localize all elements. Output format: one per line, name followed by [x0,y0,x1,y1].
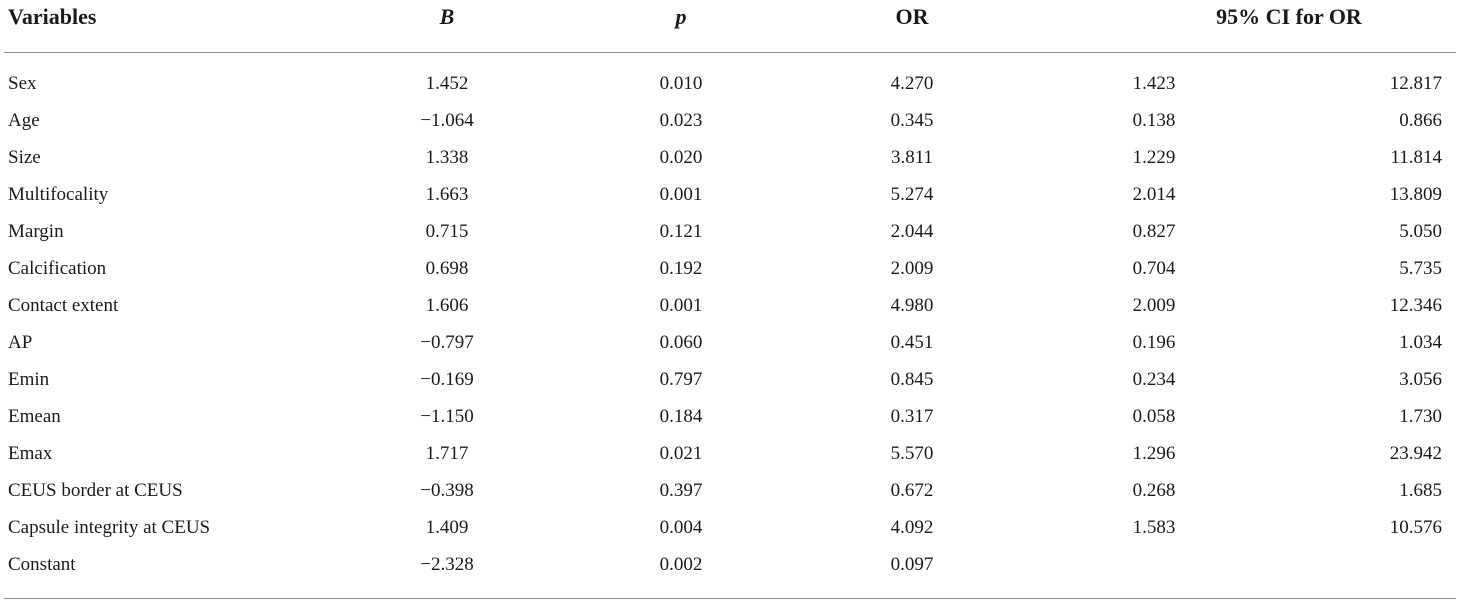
cell-or: 3.811 [890,147,934,168]
cell-p: 0.010 [659,73,703,94]
table-row [4,214,1456,251]
cell-variable: Emean [8,406,61,427]
cell-or: 0.317 [890,406,934,427]
cell-ci-low: 1.229 [1132,147,1176,168]
cell-p: 0.184 [659,406,703,427]
cell-or: 4.980 [890,295,934,316]
cell-ci-high: 5.735 [1399,258,1442,279]
cell-ci-low: 0.827 [1132,221,1176,242]
cell-variable: AP [8,332,33,353]
cell-variable: Size [8,147,41,168]
cell-ci-high: 1.730 [1399,406,1442,427]
cell-or: 5.274 [890,184,934,205]
cell-p: 0.021 [659,443,703,464]
cell-ci-low: 0.268 [1132,480,1176,501]
cell-ci-high: 23.942 [1389,443,1442,464]
cell-variable: Capsule integrity at CEUS [8,517,211,538]
cell-p: 0.004 [659,517,703,538]
cell-or: 0.097 [890,554,934,575]
cell-p: 0.397 [659,480,703,501]
cell-or: 4.092 [890,517,934,538]
table-header [4,0,1456,53]
cell-ci-high: 12.817 [1389,73,1442,94]
cell-variable: Emin [8,369,50,390]
cell-ci-high: 1.685 [1399,480,1442,501]
cell-b: −0.398 [420,480,474,501]
cell-or: 4.270 [890,73,934,94]
cell-b: −0.797 [420,332,474,353]
cell-b: 1.452 [425,73,469,94]
cell-variable: Margin [8,221,64,242]
table-body [4,66,1456,584]
cell-variable: Calcification [8,258,107,279]
regression-table [4,0,1456,600]
cell-b: −1.064 [420,110,474,131]
cell-ci-high: 12.346 [1389,295,1442,316]
table-row [4,177,1456,214]
header-b: B [439,4,455,29]
cell-variable: Contact extent [8,295,119,316]
cell-ci-high: 10.576 [1389,517,1442,538]
cell-p: 0.023 [659,110,703,131]
header-variables: Variables [8,4,97,29]
table-row [4,251,1456,288]
cell-or: 0.345 [890,110,934,131]
cell-p: 0.020 [659,147,703,168]
table-row [4,66,1456,103]
cell-p: 0.001 [659,295,703,316]
cell-p: 0.001 [659,184,703,205]
cell-ci-low: 0.138 [1132,110,1176,131]
cell-or: 5.570 [890,443,934,464]
table-row [4,510,1456,547]
table-row [4,140,1456,177]
table-row [4,473,1456,510]
cell-b: 0.698 [425,258,469,279]
cell-ci-low: 1.423 [1132,73,1176,94]
cell-p: 0.060 [659,332,703,353]
cell-ci-high: 11.814 [1390,147,1442,168]
cell-ci-low: 0.234 [1132,369,1176,390]
cell-variable: Emax [8,443,53,464]
cell-ci-low: 1.296 [1132,443,1176,464]
header-ci: 95% CI for OR [1216,4,1362,29]
cell-or: 0.451 [890,332,934,353]
cell-ci-high: 13.809 [1389,184,1442,205]
cell-ci-low: 0.196 [1132,332,1176,353]
cell-b: −2.328 [420,554,474,575]
cell-variable: Age [8,110,40,131]
cell-b: 1.409 [425,517,469,538]
cell-p: 0.192 [659,258,703,279]
cell-p: 0.002 [659,554,703,575]
cell-b: −1.150 [420,406,474,427]
cell-ci-low: 2.009 [1132,295,1176,316]
table-row [4,436,1456,473]
cell-b: 1.606 [425,295,469,316]
cell-ci-low: 1.583 [1132,517,1176,538]
cell-b: 0.715 [425,221,469,242]
cell-b: 1.717 [425,443,469,464]
table-row [4,325,1456,362]
cell-ci-high: 1.034 [1399,332,1442,353]
cell-ci-high: 0.866 [1399,110,1442,131]
cell-ci-high: 3.056 [1399,369,1442,390]
cell-or: 0.672 [890,480,934,501]
cell-p: 0.797 [659,369,703,390]
table-row [4,362,1456,399]
cell-or: 2.044 [890,221,934,242]
cell-ci-low: 2.014 [1132,184,1176,205]
table-row [4,103,1456,140]
cell-variable: Sex [8,73,37,94]
cell-or: 2.009 [890,258,934,279]
cell-or: 0.845 [890,369,934,390]
cell-variable: Constant [8,554,76,575]
cell-p: 0.121 [659,221,703,242]
cell-ci-high: 5.050 [1399,221,1442,242]
header-or: OR [895,4,929,29]
header-p: p [675,4,687,29]
cell-variable: CEUS border at CEUS [8,480,183,501]
cell-variable: Multifocality [8,184,109,205]
cell-ci-low: 0.058 [1132,406,1176,427]
cell-b: −0.169 [420,369,474,390]
cell-b: 1.663 [425,184,469,205]
table-row [4,288,1456,325]
table-row [4,547,1456,584]
table-row [4,399,1456,436]
cell-ci-low: 0.704 [1132,258,1176,279]
cell-b: 1.338 [425,147,469,168]
table-bottom-rule [4,598,1456,599]
